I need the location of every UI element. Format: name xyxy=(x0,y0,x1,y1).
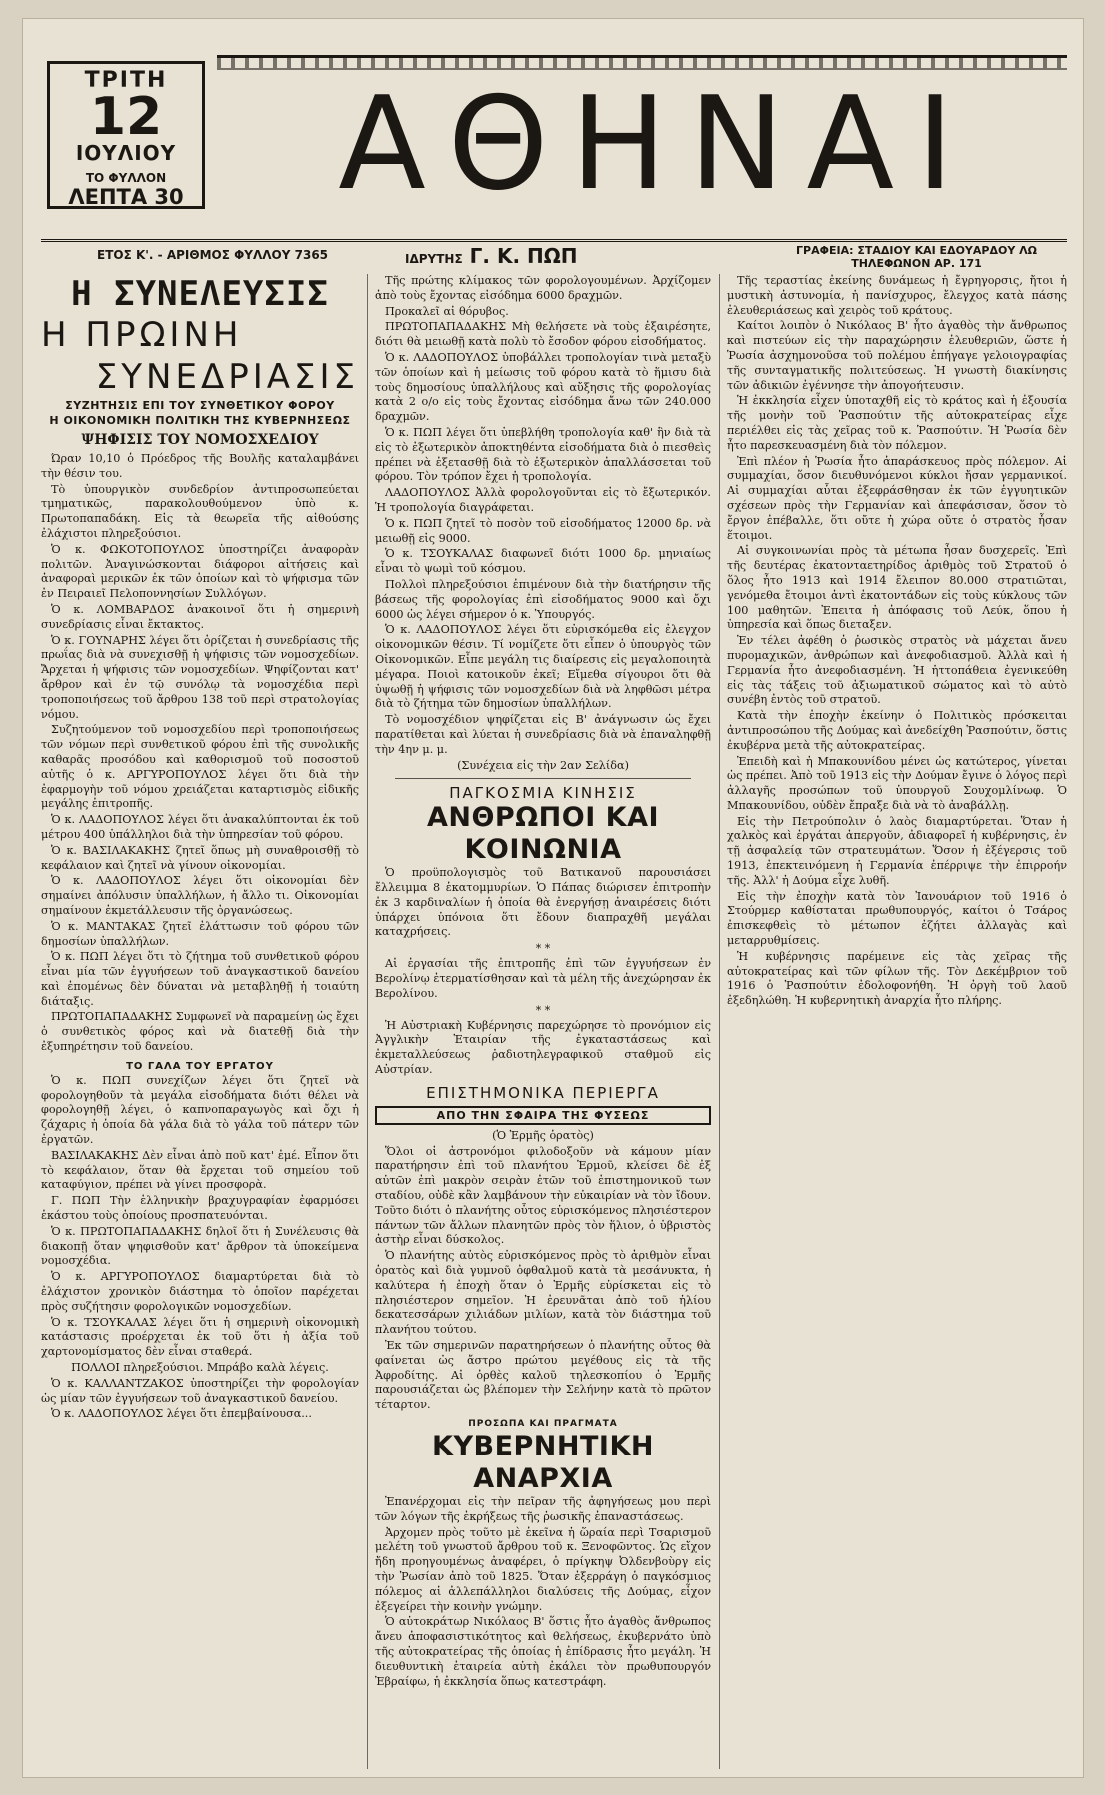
paragraph: ΠΡΩΤΟΠΑΠΑΔΑΚΗΣ Συμφωνεῖ νὰ παραμείνῃ ὡς ἔχει ὁ συνθετικὸς φόρος καὶ νὰ διατεθῇ διὰ τὴν ἐξυπηρέτησιν τοῦ δανείου. xyxy=(41,1010,359,1054)
paragraph: Ἐκ τῶν σημερινῶν παρατηρήσεων ὁ πλανήτης οὗτος θὰ φαίνεται ὡς ἄστρο πρώτου μεγέθους εἰς τὰ τῆς Ἀφροδίτης. Αἱ ὀρθὲς καλοῦ τηλεσκοπίου ὁ Ἑρμῆς παρουσιάζεται ὡς βλέπομεν τὴν Σελήνην κατὰ τὸ πρῶτον τέταρτον. xyxy=(375,1339,711,1412)
headline-science-curiosities: ΕΠΙΣΤΗΜΟΝΙΚΑ ΠΕΡΙΕΡΓΑ xyxy=(426,1083,660,1102)
paragraph: Κατὰ τὴν ἐποχὴν ἐκείνην ὁ Πολιτικὸς πρόσκειται ἀντιπροσώπου τῆς Δούμας καὶ ἀνεδείχθη Ῥασπούτιν, ὅστις ἐκυβέρνα μετὰ τῆς αὐτοκρατείρας. xyxy=(727,709,1067,752)
paragraph: Ἐπανέρχομαι εἰς τὴν πεῖραν τῆς ἀφηγήσεως μου περὶ τῶν λόγων τῆς ἐκρήξεως τῆς ῥωσικῆς ἐπαναστάσεως. xyxy=(375,1495,711,1523)
paragraph: Ἐπειδὴ καὶ ἡ Μπακουνίδου μένει ὡς κατώτερος, γίνεται ὡς πρέπει. Ἀπὸ τοῦ 1913 εἰς τὴν Δούμαν ἔγινε ὁ λόγος περὶ ἀλλαγῆς προσώπων τοῦ ὑπουργοῦ Σουχομλίνωφ. Ὁ Μπακουνίδου, οὐδὲν ἔπραξε διὰ νὰ τὸ ἀναβάλλῃ. xyxy=(727,754,1067,812)
office-info xyxy=(796,244,1037,270)
paragraph: Ὁ κ. ΓΟΥΝΑΡΗΣ λέγει ὅτι ὁρίζεται ἡ συνεδρίασις τῆς πρωΐας διὰ νὰ συνεχισθῇ ἡ ψήφισις τῶν νομοσχεδίων. Ἄρχεται ἡ ψήφισις τῶν νομοσχεδίων. Ψηφίζονται κατ' ἄρθρον καὶ ἐν τῷ συνόλῳ τὰ νομοσχέδια περὶ τροποποιήσεως τοῦ ἄρθρου 138 τοῦ περὶ στρατολογίας νόμου. xyxy=(41,633,359,721)
subhead-tax-debate: ΣΥΖΗΤΗΣΙΣ ΕΠΙ ΤΟΥ ΣΥΝΘΕΤΙΚΟΥ ΦΟΡΟΥ xyxy=(65,399,335,412)
newspaper-page xyxy=(22,18,1084,1778)
paragraph: Ὁ κ. ΤΣΟΥΚΑΛΑΣ λέγει ὅτι ἡ σημερινὴ οἰκονομικὴ κατάστασις προέρχεται ἐκ τοῦ ὅτι ἡ ἀξία τοῦ χαρτονομίσματος δὲν εἶναι σταθερά. xyxy=(41,1315,359,1359)
paragraph: Εἰς τὴν Πετρούπολιν ὁ λαὸς διαμαρτύρεται. Ὅταν ἡ χαλκὸς καὶ ἐργάται ἀπεργοῦν, ἀδιαφορεῖ ἡ κυβέρνησις, ἐν τῇ ἀσφαλείᾳ τῶν στρατευμάτων. Ὅσον ἡ ἐξέγερσις τοῦ 1913, ἐπεκτεινόμενη ἡ Γερμανία ἐπέρριψε τὴν ἐπιρροήν τῆς. Ἀλλ' ἡ Δούμα εἶχε λυθῆ. xyxy=(727,814,1067,887)
founder-label: ΙΔΡΥΤΗΣ xyxy=(405,252,463,266)
paragraph: Συζητούμενον τοῦ νομοσχεδίου περὶ τροποποιήσεως τῶν νόμων περὶ συνθετικοῦ φόρου ἐπὶ τῆς συνολικῆς καθαρᾶς προσόδου καὶ καθορισμοῦ τοῦ ποσοστοῦ αὐτῆς ὁ κ. ΑΡΓΥΡΟΠΟΥΛΟΣ λέγει ὅτι διὰ τὴν ἐφαρμογὴν τοῦ νόμου χρειάζεται καταρτισμὸς εἰδικῆς μεγάλης ἐπιτροπῆς. xyxy=(41,723,359,811)
science-title: (Ὁ Ἑρμῆς ὁρατὸς) xyxy=(492,1128,594,1142)
paragraph: Ὁ κ. ΛΟΜΒΑΡΔΟΣ ἀνακοινοῖ ὅτι ἡ σημερινὴ συνεδρίασις εἶναι ἔκτακτος. xyxy=(41,602,359,631)
divider xyxy=(395,778,691,779)
paragraph: Τὸ ὑπουργικὸν συνδεδρίον ἀντιπροσωπεύεται τμηματικῶς, παρακολουθούμενον ὑπὸ κ. Πρωτοπαπαδάκη. Εἰς τὰ θεωρεῖα τῆς αἰθούσης ἐλάχιστοι πληρεξούσιοι. xyxy=(41,482,359,540)
issue-label: ΤΟ ΦΥΛΛΟΝ xyxy=(85,171,167,185)
paragraph: Εἰς τὴν ἐποχὴν κατὰ τὸν Ἰανουάριον τοῦ 1916 ὁ Στούρμερ καθίσταται πρωθυπουργός, καίτοι ὁ Τσάρος ἐπισκεφθεὶς τὸ μέτωπον ἐζήτει ἀλλαγὰς καὶ μεταρρυθμίσεις. xyxy=(727,889,1067,948)
column-2 xyxy=(375,274,711,1769)
nature-sphere-box: ΑΠΟ ΤΗΝ ΣΦΑΙΡΑ ΤΗΣ ΦΥΣΕΩΣ xyxy=(375,1106,711,1125)
paragraph: Αἱ ἐργασίαι τῆς ἐπιτροπῆς ἐπὶ τῶν ἐγγυήσεων ἐν Βερολίνῳ ἐτερματίσθησαν καὶ τὰ μέλη τῆς ἀνεχώρησαν ἐκ Βερολίνου. xyxy=(375,957,711,1000)
paragraph: Ἡ ἐκκλησία εἶχεν ὑποταχθῆ εἰς τὸ κράτος καὶ ἡ ἐξουσία τῆς μονὴν τοῦ Ῥασπούτιν τῆς αὐτοκρατείρας εἶχε περιέλθει εἰς τὰς χεῖρας τοῦ κ. Ῥασπούτιν. Ἡ Ῥωσία δὲν ἦτο παρεσκευασμένη διὰ τὸν πόλεμον. xyxy=(727,394,1067,452)
separator-stars: * * xyxy=(535,1003,551,1017)
paragraph: Ὁ κ. ΛΑΔΟΠΟΥΛΟΣ ὑποβάλλει τροπολογίαν τινὰ μεταξὺ τῶν ὁποίων καὶ ἡ μείωσις τοῦ φόρου κατὰ τὸ ἥμισυ διὰ τοὺς δημοσίους ὑπαλλήλους καὶ αὔξησις τῆς φορολογίας κατὰ 2 ο/ο εἰς τοὺς ἔχοντας εἰσόδημα ἄνω τῶν 240.000 δραχμῶν. xyxy=(375,350,711,424)
paragraph: Προκαλεῖ αἱ θόρυβος. xyxy=(385,304,509,318)
headline-session: ΣΥΝΕΔΡΙΑΣΙΣ xyxy=(95,357,359,397)
paragraph: Ὁ κ. ΚΑΛΛΑΝΤΖΑΚΟΣ ὑποστηρίζει τὴν φορολογίαν ὡς μίαν τῶν ἐγγυήσεων τοῦ ἀναγκαστικοῦ δανείου. xyxy=(41,1376,359,1405)
paragraph: ΠΡΩΤΟΠΑΠΑΔΑΚΗΣ Μὴ θελήσετε νὰ τοὺς ἐξαιρέσητε, διότι θὰ μειωθῇ κατὰ πολὺ τὸ ἔσοδον φόρου εἰσοδήματος. xyxy=(375,320,711,349)
headline-people-society: ΑΝΘΡΩΠΟΙ ΚΑΙ ΚΟΙΝΩΝΙΑ xyxy=(426,802,660,866)
separator-stars: * * xyxy=(535,942,551,956)
paragraph: Ὁ κ. ΤΣΟΥΚΑΛΑΣ διαφωνεῖ διότι 1000 δρ. μηνιαίως εἶναι τὸ ψωμὶ τοῦ κόσμου. xyxy=(375,547,711,576)
frieze-ornament xyxy=(217,58,1067,70)
paragraph: Ἐπὶ πλέον ἡ Ῥωσία ἦτο ἀπαράσκευος πρὸς πόλεμον. Αἱ συμμαχίαι, ὅσον διευθυνόμενοι κύκλοι ἤσαν γερμανικοί. Αἱ συμμαχίαι αὗται ἐξεφράσθησαν ἐκ τῶν ἐγγυητικῶν σχέσεων πρὸς τὴν Γερμανίαν καὶ ἀπεφάσισαν, ὅσον τὸ ἔργον ἐπέβαλλε, ὅτι οὔτε ἡ χώρα οὔτε ὁ στρατὸς ἦσαν ἕτοιμοι. xyxy=(727,454,1067,542)
section-head-workers-milk: ΤΟ ΓΑΛΑ ΤΟΥ ΕΡΓΑΤΟΥ xyxy=(126,1060,274,1072)
headline-morning: Η ΠΡΩΙΝΗ xyxy=(41,315,243,355)
paragraph: Πολλοὶ πληρεξούσιοι ἐπιμένουν διὰ τὴν διατήρησιν τῆς βάσεως τῆς φορολογίας ἐπὶ εἰσοδήματος 9000 καὶ ὄχι 6000 ὡς λέγει σήμερον ὁ κ. Ὑπουργός. xyxy=(375,577,711,621)
paragraph: Αἱ συγκοινωνίαι πρὸς τὰ μέτωπα ἦσαν δυσχερεῖς. Ἐπὶ τῆς δευτέρας ἑκατονταετηρίδος ἀριθμὸς τοῦ Στρατοῦ ὁ ὅλος ἦτο 1913 καὶ 1914 ἔλειπον 80.000 στρατιῶται, γενόμεθα ἔτοιμοι ἀντὶ ἑκατοντάδων εἰς τοὺς κύκλους τῶν 100 μαθητῶν. Ἐπειτα ἡ ἀπόφασις τοῦ Λεύκ, ὅπου ἡ ὑπηρεσία καὶ ὅπως διεταξεν. xyxy=(727,544,1067,632)
paragraph: Ὁ κ. ΛΑΔΟΠΟΥΛΟΣ λέγει ὅτι οἰκονομίαι δὲν σημαίνει ἀπόλυσιν ὑπαλλήλων, ἡ ἄλλο τι. Οἰκονομίαι σημαίνουν ἐκμετάλλευσιν τῆς ὀργανώσεως. xyxy=(41,874,359,917)
office-line-2: ΤΗΛΕΦΩΝΟΝ ΑΡ. 171 xyxy=(851,257,982,270)
column-1 xyxy=(41,274,359,1769)
date-box xyxy=(47,61,205,209)
paragraph: ΛΑΔΟΠΟΥΛΟΣ Ἀλλὰ φορολογοῦνται εἰς τὸ ἔξωτερικόν. Ἡ τροπολογία διαγράφεται. xyxy=(375,486,711,514)
paragraph: ΠΟΛΛΟΙ πληρεξούσιοι. Μπράβο καλὰ λέγεις. xyxy=(71,1361,329,1375)
year-issue-line: ΕΤΟΣ Κ'. - ΑΡΙΘΜΟΣ ΦΥΛΛΟΥ 7365 xyxy=(97,248,329,262)
office-line-1: ΓΡΑΦΕΙΑ: ΣΤΑΔΙΟΥ ΚΑΙ ΕΔΟΥΑΡΔΟΥ ΛΩ xyxy=(796,244,1037,257)
price: ΛΕΠΤΑ 30 xyxy=(68,185,184,209)
paragraph: Ὁ κ. ΑΡΓΥΡΟΠΟΥΛΟΣ διαμαρτύρεται διὰ τὸ ἐλάχιστον χρονικὸν διάστημα τὸ ὁποῖον παρέχεται πρὸς συζήτησιν φορολογικῶν νομοσχεδίων. xyxy=(41,1270,359,1313)
masthead-subline xyxy=(41,239,1067,269)
paragraph: Ὁ κ. ΛΑΔΟΠΟΥΛΟΣ λέγει ὅτι ἀνακαλύπτονται ἐκ τοῦ μέτρου 400 ὑπάλληλοι διὰ τὴν ὑπηρεσίαν τοῦ φόρου. xyxy=(41,813,359,841)
column-rule xyxy=(367,274,368,1769)
paragraph: Ὁ κ. ΛΑΔΟΠΟΥΛΟΣ λέγει ὅτι εὑρισκόμεθα εἰς ἐλεγχον οἰκονομικῶν θέσιν. Τί νομίζετε ὅτι εἶπεν ὁ ὑπουργὸς τῶν Οἰκονομικῶν. Εἶπε μεγάλη τις διαίρεσις εἰς μεγαλοποιητὰ μέγαρα. Ποιοὶ κατοικοῦν ἐκεῖ; Εἴμεθα σίγουροι ὅτι θὰ ὑψωθῇ ἡ ψήφισις τῶν νομοσχεδίων διὰ νὰ ληφθῶσι μέτρα διὰ τὸ ζήτημα τῶν δημοσίων ὑπαλλήλων. xyxy=(375,623,711,711)
newspaper-title: ΑΘΗΝΑΙ xyxy=(338,70,976,219)
founder-line xyxy=(405,244,577,268)
headline-assembly: Η ΣΥΝΕΛΕΥΣΙΣ xyxy=(71,274,329,314)
paragraph: Ὁ κ. ΠΩΠ ζητεῖ τὸ ποσὸν τοῦ εἰσοδήματος 12000 δρ. νὰ μειωθῇ εἰς 9000. xyxy=(375,516,711,545)
headline-government-anarchy: ΚΥΒΕΡΝΗΤΙΚΗ ΑΝΑΡΧΙΑ xyxy=(432,1431,654,1494)
paragraph: Γ. ΠΩΠ Τὴν ἑλληνικὴν βραχυγραφίαν ἐφαρμόσει ἑκάστου τοὺς ὁποίους προσπατευόνται. xyxy=(41,1194,359,1223)
continued-note: (Συνέχεια εἰς τὴν 2αν Σελίδα) xyxy=(457,758,629,772)
founder-name: Γ. Κ. ΠΩΠ xyxy=(469,244,578,268)
paragraph: Τῆς τεραστίας ἐκείνης δυνάμεως ἡ ἔγρηγορσις, ἤτοι ἡ μυστικὴ ἀστυνομία, ἡ πανίσχυρος, ἔλεγχος κατὰ πάσης ἐλευθεριάσεως καὶ χειρὸς τοῦ κράτους. xyxy=(727,274,1067,317)
subhead-bill-vote: ΨΗΦΙΣΙΣ ΤΟΥ ΝΟΜΟΣΧΕΔΙΟΥ xyxy=(81,432,319,448)
paragraph: ΒΑΣΙΛΑΚΑΚΗΣ Δὲν εἶναι ἀπὸ ποῦ κατ' ἐμέ. Εἶπον ὅτι τὸ κεφάλαιον, ὅταν θὰ ἔρχεται τοῦ σημείου τοῦ καταφύγιον, πρέπει νὰ γίνει προσφορὰ. xyxy=(41,1148,359,1192)
subhead-economic-policy: Η ΟΙΚΟΝΟΜΙΚΗ ΠΟΛΙΤΙΚΗ ΤΗΣ ΚΥΒΕΡΝΗΣΕΩΣ xyxy=(49,414,351,427)
paragraph: Ὁ κ. ΠΡΩΤΟΠΑΠΑΔΑΚΗΣ δηλοῖ ὅτι ἡ Συνέλευσις θὰ διακοπῇ ὅταν ψηφισθοῦν κατ' ἄρθρον τὰ ὑποκείμενα νομοσχέδια. xyxy=(41,1224,359,1268)
paragraph: Τὸ νομοσχέδιον ψηφίζεται εἰς Β' ἀνάγνωσιν ὡς ἔχει παρατίθεται καὶ λύεται ἡ συνεδρίασις διὰ νὰ ἐπαναληφθῇ τὴν 4ην μ. μ. xyxy=(375,713,711,756)
paragraph: Ἡ Αὐστριακὴ Κυβέρνησις παρεχώρησε τὸ προνόμιον εἰς Ἀγγλικὴν Ἑταιρίαν τῆς ἐγκαταστάσεως καὶ ἐκμεταλλεύσεως ῥαδιοτηλεγραφικοῦ σταθμοῦ εἰς Αὐστρίαν. xyxy=(375,1018,711,1077)
paragraph: Ὁ πλανήτης αὐτὸς εὑρισκόμενος πρὸς τὸ ἀριθμὸν εἶναι ὁρατὸς καὶ διὰ γυμνοῦ ὀφθαλμοῦ κατὰ τὰ μεσάνυκτα, ἡ καλύτερα ἡ ἐποχὴ ὅταν ὁ Ἑρμῆς εὑρίσκεται εἰς τὸ πλησιέστερον σημεῖον. Ἡ ἐρευνᾶται ἀπὸ τοῦ ἡλίου δεκατεσσάρων χιλιάδων μιλίων, κατὰ τὸν διάστημα τοῦ πλανήτου τούτου. xyxy=(375,1249,711,1337)
paragraph: Ὁ κ. ΠΩΠ συνεχίζων λέγει ὅτι ζητεῖ νὰ φορολογηθοῦν τὰ μεγάλα εἰσοδήματα διότι θέλει νὰ φορολογηθῇ λέγει, ὁ καπνοπαραγωγὸς καὶ ὄχι ἡ ζάχαρις ἡ ὁποία δὰ γάλα διὰ τὸ γάλα τοῦ πάτερν τῶν ἐργατῶν. xyxy=(41,1073,359,1147)
paragraph: Τῆς πρώτης κλίμακος τῶν φορολογουμένων. Ἀρχίζομεν ἀπὸ τοὺς ἔχοντας εἰσόδημα 6000 δραχμῶν. xyxy=(375,274,711,302)
column-rule xyxy=(719,274,720,1769)
month: ΙΟΥΛΙΟΥ xyxy=(75,141,177,165)
paragraph: Ὁ κ. ΒΑΣΙΛΑΚΑΚΗΣ ζητεῖ ὅπως μὴ συναθροισθῇ τὸ κεφάλαιον καὶ ζητεῖ νὰ γίνουν οἰκονομίαι. xyxy=(41,843,359,872)
paragraph: Ἡ κυβέρνησις παρέμεινε εἰς τὰς χεῖρας τῆς αὐτοκρατείρας καὶ τῶν φίλων τῆς. Τὸν Δεκέμβριον τοῦ 1916 ὁ Ῥασπούτιν ἐδολοφονήθη. Ἡ ὀργὴ τοῦ λαοῦ ἐξεδηλώθη. Ἡ κυβερνητικὴ ἀναρχία ἦτο πλήρης. xyxy=(727,949,1067,1008)
paragraph: Ὁ κ. ΠΩΠ λέγει ὅτι τὸ ζήτημα τοῦ συνθετικοῦ φόρου εἶναι μία τῶν ἐγγυήσεων τοῦ ἀναγκαστικοῦ δανείου καὶ ἐπομένως δὲν δύναται νὰ μεταβληθῇ ἡ τοιαύτη διάταξις. xyxy=(41,950,359,1008)
paragraph: Ὁ προϋπολογισμὸς τοῦ Βατικανοῦ παρουσιάσει ἔλλειμμα 8 ἑκατομμυρίων. Ὁ Πάπας διώρισεν ἐπιτροπὴν ἐκ 3 καρδιναλίων ἡ ὁποία θὰ ἐνεργήσῃ ἀναιρέσεις διότι ὑπάρχει ὑπόνοια ὅτι ἔδουν διαπραχθῆ μεγάλαι καταχρήσεις. xyxy=(375,866,711,939)
kicker-persons-things: ΠΡΟΣΩΠΑ ΚΑΙ ΠΡΑΓΜΑΤΑ xyxy=(468,1419,618,1429)
paragraph: Ὁ κ. ΛΑΔΟΠΟΥΛΟΣ λέγει ὅτι ἐπεμβαίνουσα... xyxy=(51,1407,312,1421)
title-frame xyxy=(217,55,1067,217)
paragraph: Ὅλοι οἱ ἀστρονόμοι φιλοδοξοῦν νὰ κάμουν μίαν παρατήρησιν ἐπὶ τοῦ πλανήτου Ἑρμοῦ, κλείσει δὲ ἐξ αὐτῶν ἐπὶ μακρὸν σειρὰν ἐτῶν τοῦ ἐπιστημονικοῦ των σταδίου, οὐδὲ κἂν λαμβάνουν τὴν εὐκαιρίαν νὰ τὸν ἴδουν. Τοῦτο διότι ὁ πλανήτης οὗτος εὑρισκόμενος πλησιέστερον πάντων τῶν ἄλλων πλανητῶν πρὸς τὸν ἥλιον, ὁ ὑβριστὸς ἀστὴρ εἶναι δύσκολος. xyxy=(375,1144,711,1247)
paragraph: Καίτοι λοιπὸν ὁ Νικόλαος Β' ἦτο ἀγαθὸς τὴν ἄνθρωπος καὶ πιστεύων εἰς τὴν παραχώρησιν ἐλευθεριῶν, ὥστε ἡ Ῥωσία ἀσχημονοῦσα τοῦ πολέμου ἐπήγαγε γελοιογραφίας τῆς συνταγματικῆς πολιτεύσεως. Ἡ γνωστὴ διακίνησις τῶν ἀδικιῶν ἐγέννησε τὴν ἀπογοήτευσιν. xyxy=(727,319,1067,392)
masthead xyxy=(41,49,1067,270)
paragraph: Ώραν 10,10 ὁ Πρόεδρος τῆς Βουλῆς καταλαμβάνει τὴν θέσιν του. xyxy=(41,452,359,480)
day-number: 12 xyxy=(89,87,163,147)
paragraph: Ὁ κ. ΦΩΚΟΤΟΠΟΥΛΟΣ ὑποστηρίζει ἀναφορὰν πολιτῶν. Ἀναγινώσκονται διάφοροι αἰτήσεις καὶ ἀναφοραὶ μερικῶν ἐκ τῶν ὁποίων καὶ τὸ ψήφισμα τῶν ἐν Πειραιεῖ Πελοποννησίων Συλλόγων. xyxy=(41,542,359,601)
day-of-week: ΤΡΙΤΗ xyxy=(84,68,168,93)
paragraph: Ὁ αὐτοκράτωρ Νικόλαος Β' ὅστις ἦτο ἀγαθὸς ἄνθρωπος ἄνευ ἀποφασιστικότητος καὶ θελήσεως, ἐκυβερνάτο ὑπὸ τῆς αὐτοκρατείρας τῆς ὁποίας ἡ ἐπίδρασις ἦτο μεγάλη. Ἡ διευθυντικὴ ἑταιρεία αὐτὴ ἐκάλει τὸν πρωθυπουργόν Ἐβραίφω, ἡ ἐκκλησία ὅπως κατεστράφη. xyxy=(375,1615,711,1688)
column-3 xyxy=(727,274,1067,1769)
paragraph: Ἐν τέλει ἀφέθη ὁ ῥωσικὸς στρατὸς νὰ μάχεται ἄνευ πυρομαχικῶν, ἀνθρώπων καὶ ἀνεφοδιασμοῦ. Ἀλλὰ καὶ ἡ Γερμανία ἦτο ἀνεφοδιασμένη. Ἡ ἡττοπάθεια ἐγενικεύθη εἰς τὰς τάξεις τοῦ ἀξιωματικοῦ σώματος καὶ τὸ αὐτὸ συνέβη ἐντὸς τοῦ στρατοῦ. xyxy=(727,634,1067,707)
paragraph: Ἀρχομεν πρὸς τοῦτο μὲ ἐκεῖνα ἡ ὥραία περὶ Τσαρισμοῦ μελέτη τοῦ γνωστοῦ ἄρθρου τοῦ κ. Ξενοφῶντος. Ὡς εἴχον ἤδη προηγουμένως ἀναφέρει, ὁ πρίγκηψ Ὀλδενβοὺργ εἰς τὴν Ῥωσίαν ἀπὸ τοῦ 1825. Ὅταν ἐξερράγη ὁ παγκόσμιος πόλεμος αἱ ἀλλεπάλληλοι διαλύσεις τῆς Δούμας, εἶχον ἐξεγείρει τὴν κοινὴν γνώμην. xyxy=(375,1525,711,1613)
kicker-world-movement: ΠΑΓΚΟΣΜΙΑ ΚΙΝΗΣΙΣ xyxy=(449,784,637,803)
article-columns xyxy=(41,274,1067,1769)
paragraph: Ὁ κ. ΠΩΠ λέγει ὅτι ὑπεβλήθη τροπολογία καθ' ἣν διὰ τὰ εἰς τὸ ἐξωτερικὸν ἀποκτηθέντα εἰσοδήματα διὰ ὁ πιεσθεὶς πρέπει νὰ ἐξετασθῇ διὰ τὸ ἐξωτερικὸν ἀπαλλάσσεται τοῦ φόρου. Τὸν τρόπον ἔχει ἡ τροπολογία. xyxy=(375,425,711,484)
paragraph: Ὁ κ. ΜΑΝΤΑΚΑΣ ζητεῖ ἐλάττωσιν τοῦ φόρου τῶν δημοσίων ὑπαλλήλων. xyxy=(41,919,359,948)
